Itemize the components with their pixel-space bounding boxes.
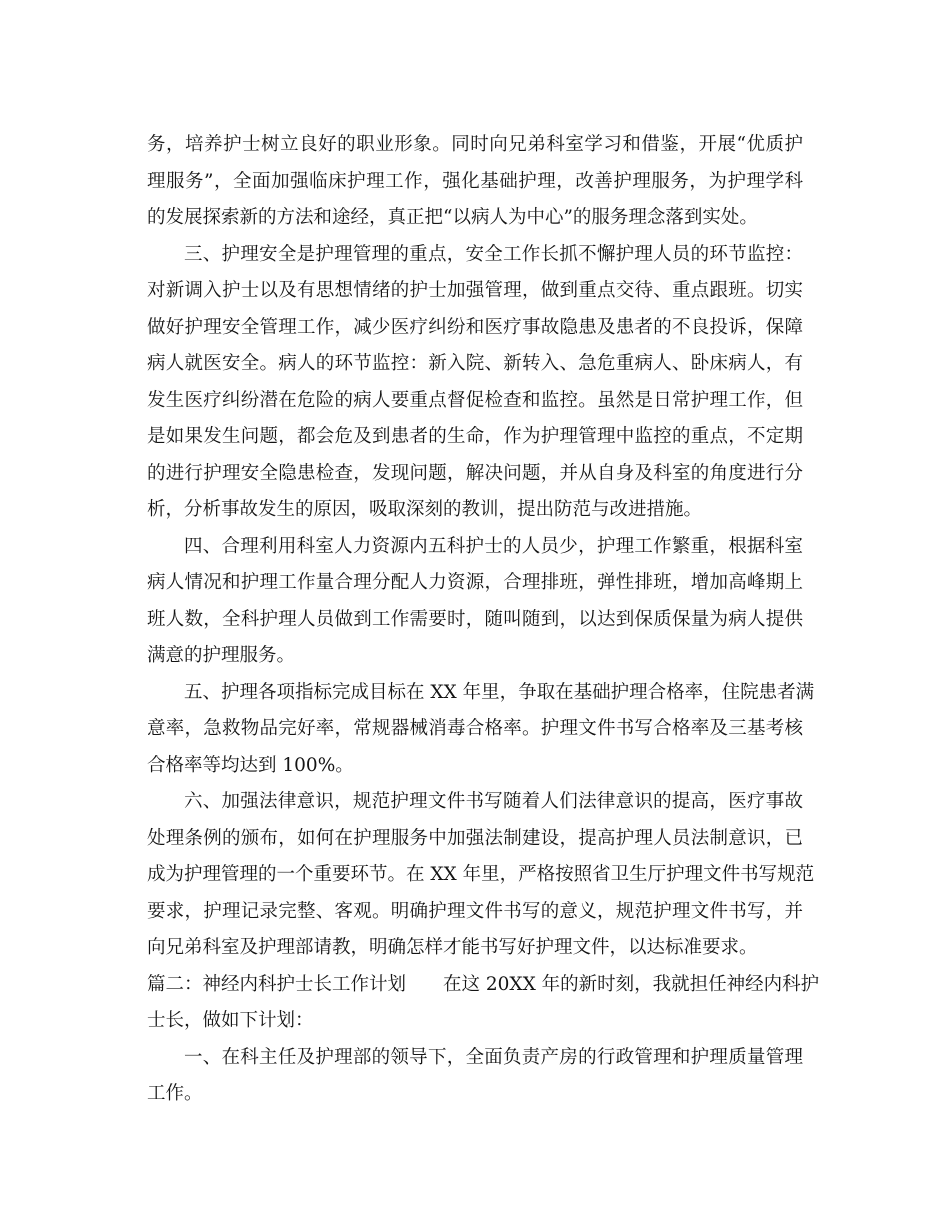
text-line: 对新调入护士以及有思想情绪的护士加强管理，做到重点交待、重点跟班。切实 <box>147 280 803 301</box>
text-line: 一、在科主任及护理部的领导下，全面负责产房的行政管理和护理质量管理 <box>184 1046 803 1068</box>
text-line: 病人就医安全。病人的环节监控：新入院、新转入、急危重病人、卧床病人，有 <box>147 353 803 374</box>
text-line: 要求，护理记录完整、客观。明确护理文件书写的意义，规范护理文件书写，并 <box>147 900 803 922</box>
text-line: 士长，做如下计划： <box>147 1010 314 1031</box>
text-line: 务，培养护士树立良好的职业形象。同时向兄弟科室学习和借鉴，开展“优质护 <box>147 134 803 155</box>
text-line: 班人数，全科护理人员做到工作需要时，随叫随到，以达到保质保量为病人提供 <box>147 608 803 630</box>
text-line: 合格率等均达到 100%。 <box>147 754 354 776</box>
document-body <box>147 127 820 1113</box>
text-line: 的进行护理安全隐患检查，发现问题，解决问题，并从自身及科室的角度进行分 <box>147 462 803 484</box>
text-line: 满意的护理服务。 <box>147 645 296 666</box>
text-line: 理服务”，全面加强临床护理工作，强化基础护理，改善护理服务，为护理学科 <box>147 170 803 192</box>
text-line: 析，分析事故发生的原因，吸取深刻的教训，提出防范与改进措施。 <box>147 499 703 520</box>
text-line: 工作。 <box>147 1083 203 1104</box>
text-line: 成为护理管理的一个重要环节。在 XX 年里，严格按照省卫生厅护理文件书写规范 <box>147 864 815 885</box>
text-line: 是如果发生问题，都会危及到患者的生命，作为护理管理中监控的重点，不定期 <box>147 426 803 447</box>
text-line: 六、加强法律意识，规范护理文件书写随着人们法律意识的提高，医疗事故 <box>184 791 803 812</box>
text-line: 发生医疗纠纷潜在危险的病人要重点督促检查和监控。虽然是日常护理工作，但 <box>147 389 803 411</box>
text-line: 的发展探索新的方法和途经，真正把“以病人为中心”的服务理念落到实处。 <box>147 207 758 228</box>
text-line: 三、护理安全是护理管理的重点，安全工作长抓不懈护理人员的环节监控： <box>184 243 803 265</box>
text-line: 向兄弟科室及护理部请教，明确怎样才能书写好护理文件，以达标准要求。 <box>147 937 758 958</box>
text-line: 篇二：神经内科护士长工作计划 在这 20XX 年的新时刻，我就担任神经内科护 <box>147 973 820 995</box>
text-line: 意率，急救物品完好率，常规器械消毒合格率。护理文件书写合格率及三基考核 <box>147 718 803 739</box>
text-line: 五、护理各项指标完成目标在 XX 年里，争取在基础护理合格率，住院患者满 <box>184 681 815 703</box>
text-line: 病人情况和护理工作量合理分配人力资源，合理排班，弹性排班，增加高峰期上 <box>147 572 803 593</box>
text-line: 做好护理安全管理工作，减少医疗纠纷和医疗事故隐患及患者的不良投诉，保障 <box>147 316 803 338</box>
text-line: 四、合理利用科室人力资源内五科护士的人员少，护理工作繁重，根据科室 <box>184 535 803 557</box>
text-line: 处理条例的颁布，如何在护理服务中加强法制建设，提高护理人员法制意识，已 <box>147 827 803 849</box>
